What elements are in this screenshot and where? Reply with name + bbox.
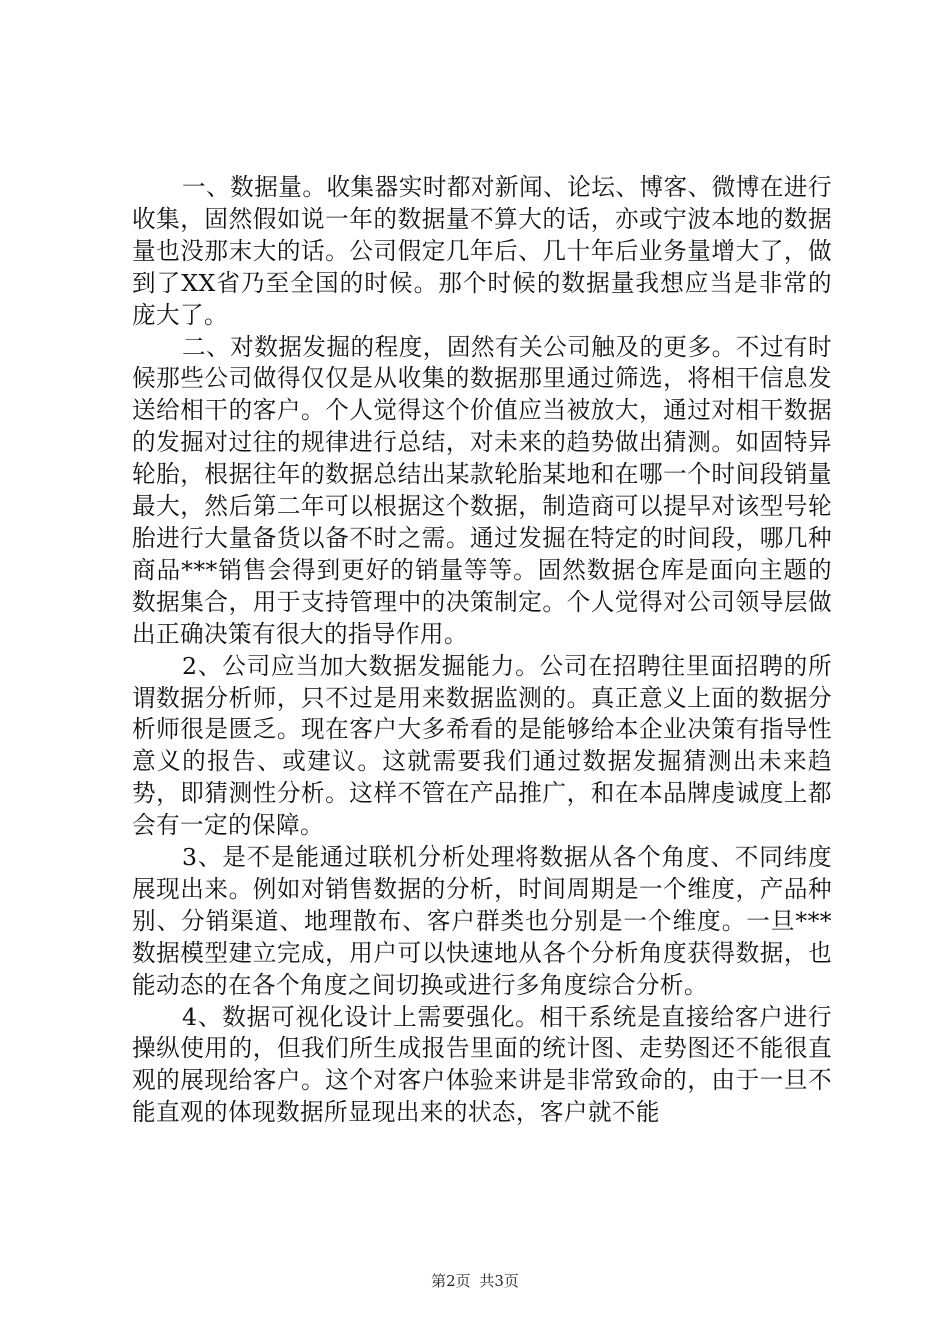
page-total: 共3页 <box>479 1272 519 1290</box>
paragraph-data-volume: 一、数据量。收集器实时都对新闻、论坛、博客、微博在进行收集，固然假如说一年的数据量不算大的话，亦或宁波本地的数据量也没那末大的话。公司假定几年后、几十年后业务量增大了，做到了XX省乃至全国的时候。那个时候的数据量我想应当是非常的庞大了。 <box>132 173 832 329</box>
document-body <box>132 172 832 1129</box>
page-number: 第2页 <box>431 1272 471 1290</box>
page-footer <box>0 1271 950 1291</box>
paragraph-data-mining-depth: 二、对数据发掘的程度，固然有关公司触及的更多。不过有时候那些公司做得仅仅是从收集的数据那里通过筛选，将相干信息发送给相干的客户。个人觉得这个价值应当被放大，通过对相干数据的发掘对过往的规律进行总结，对未来的趋势做出猜测。如固特异轮胎，根据往年的数据总结出某款轮胎某地和在哪一个时间段销量最大，然后第二年可以根据这个数据，制造商可以提早对该型号轮胎进行大量备货以备不时之需。通过发掘在特定的时间段，哪几种商品***销售会得到更好的销量等等。固然数据仓库是面向主题的数据集合，用于支持管理中的决策制定。个人觉得对公司领导层做出正确决策有很大的指导作用。 <box>132 332 832 648</box>
paragraph-mining-capability: 2、公司应当加大数据发掘能力。公司在招聘往里面招聘的所谓数据分析师，只不过是用来数据监测的。真正意义上面的数据分析师很是匮乏。现在客户大多希看的是能够给本企业决策有指导性意义的报告、或建议。这就需要我们通过数据发掘猜测出未来趋势，即猜测性分析。这样不管在产品推广，和在本品牌虔诚度上都会有一定的保障。 <box>132 651 832 840</box>
paragraph-visualization: 4、数据可视化设计上需要强化。相干系统是直接给客户进行操纵使用的，但我们所生成报告里面的统计图、走势图还不能很直观的展现给客户。这个对客户体验来讲是非常致命的，由于一旦不能直观的体现数据所显现出来的状态，客户就不能 <box>132 1002 832 1127</box>
paragraph-olap-analysis: 3、是不是能通过联机分析处理将数据从各个角度、不同纬度展现出来。例如对销售数据的分析，时间周期是一个维度，产品种别、分销渠道、地理散布、客户群类也分别是一个维度。一旦***数据模型建立完成，用户可以快速地从各个分析角度获得数据，也能动态的在各个角度之间切换或进行多角度综合分析。 <box>132 843 832 999</box>
